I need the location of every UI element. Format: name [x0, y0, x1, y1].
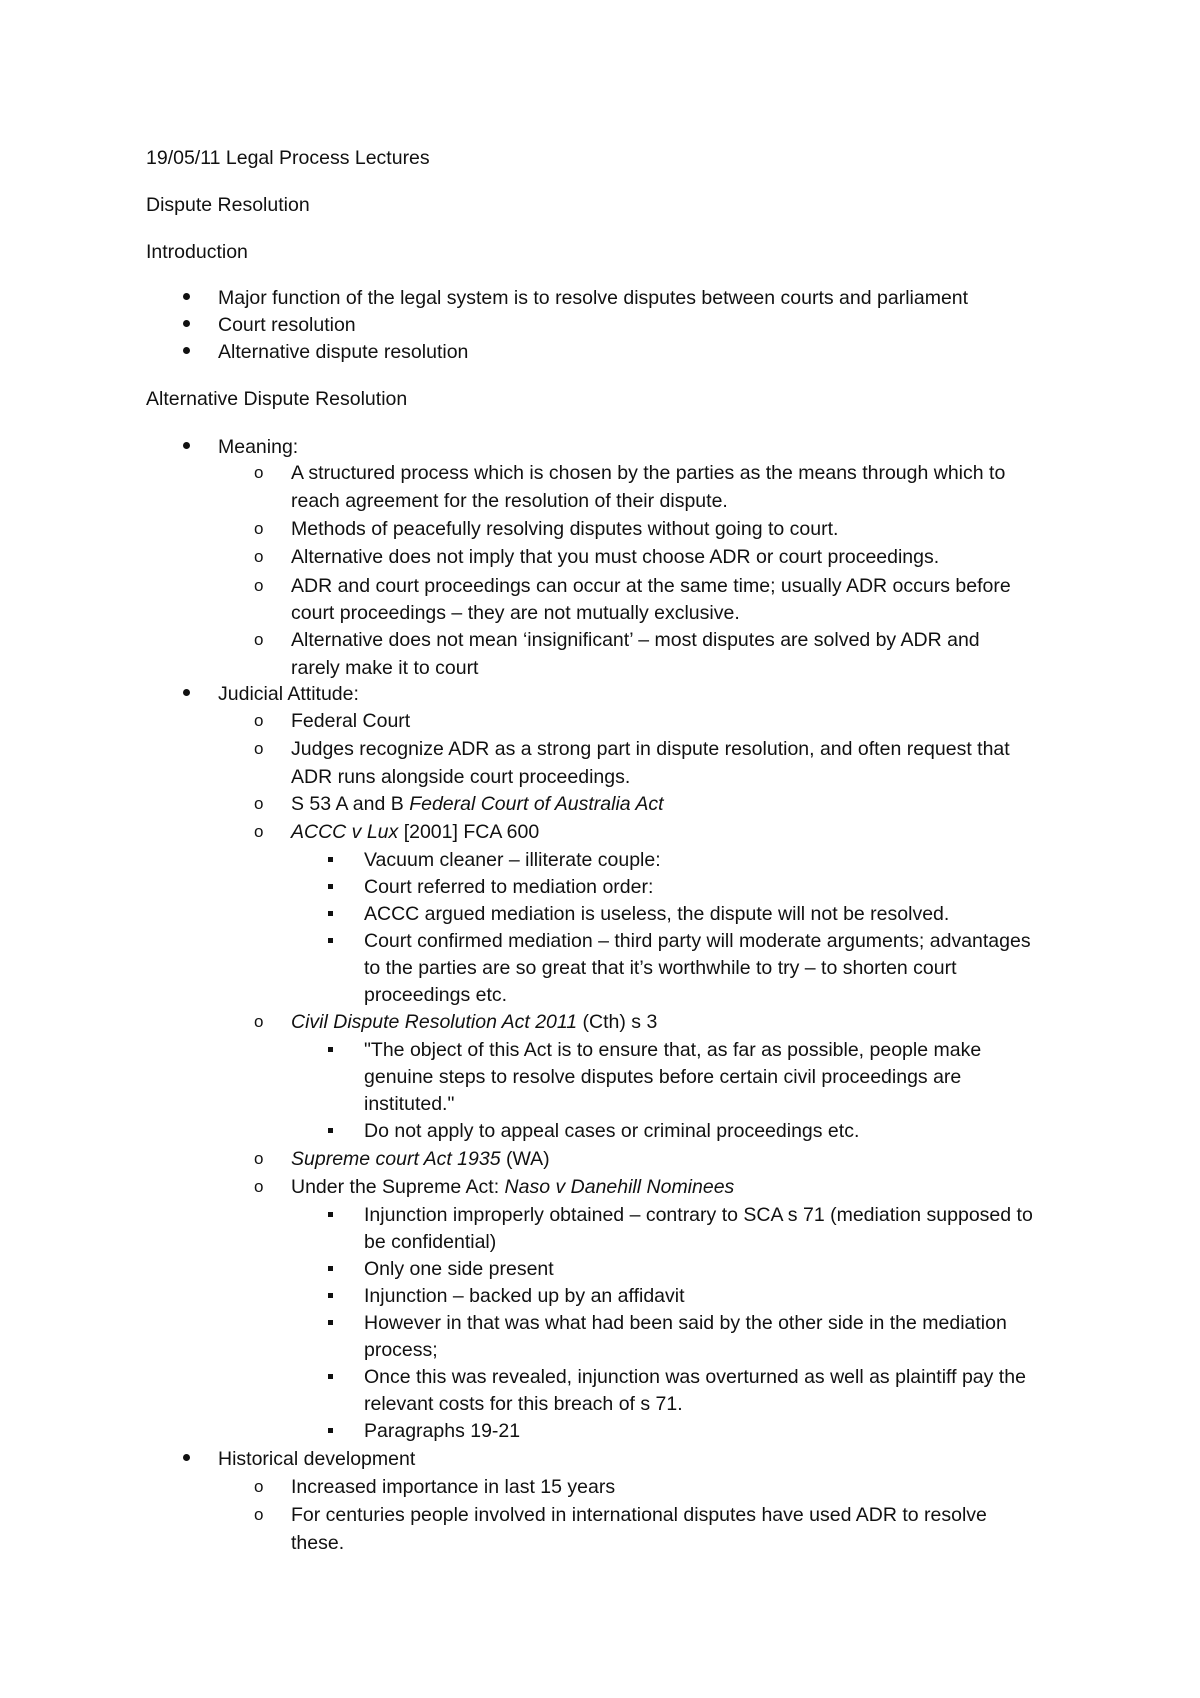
square-bullet — [328, 1374, 333, 1379]
intro-heading: Introduction — [146, 241, 248, 263]
sub-item: "The object of this Act is to ensure that, as far as possible, people make — [364, 1039, 982, 1061]
bullet-dot — [183, 347, 190, 354]
sub-item-cont: to the parties are so great that it’s worthwhile to try – to shorten court — [364, 957, 957, 979]
square-bullet — [328, 1293, 333, 1298]
list-item-cont: these. — [291, 1532, 345, 1554]
sub-item: Court confirmed mediation – third party will moderate arguments; advantages — [364, 930, 1031, 952]
bullet-historical: Historical development — [218, 1448, 416, 1470]
sub-item: Once this was revealed, injunction was overturned as well as plaintiff pay the — [364, 1366, 1026, 1388]
list-item: Federal Court — [291, 710, 411, 732]
circle-bullet: o — [254, 1177, 264, 1196]
intro-bullet: Major function of the legal system is to resolve disputes between courts and parliament — [218, 287, 969, 309]
list-item: Judges recognize ADR as a strong part in dispute resolution, and often request that — [291, 738, 1010, 760]
bullet-judicial: Judicial Attitude: — [218, 683, 359, 705]
case-name: ACCC v Lux — [291, 821, 399, 843]
sub-item-cont: process; — [364, 1339, 438, 1361]
text-run: (Cth) s 3 — [577, 1011, 658, 1033]
square-bullet — [328, 857, 333, 862]
circle-bullet: o — [254, 576, 264, 595]
case-name: Naso v Danehill Nominees — [504, 1176, 735, 1198]
act-title: Federal Court of Australia Act — [409, 793, 664, 815]
sub-item-cont: relevant costs for this breach of s 71. — [364, 1393, 683, 1415]
list-item-cont: ADR runs alongside court proceedings. — [291, 766, 631, 788]
sub-item: However in that was what had been said by the other side in the mediation — [364, 1312, 1007, 1334]
adr-heading: Alternative Dispute Resolution — [146, 388, 408, 410]
list-item — [291, 1010, 657, 1034]
list-item-cont: court proceedings – they are not mutually exclusive. — [291, 602, 740, 624]
list-item-cont: rarely make it to court — [291, 657, 479, 679]
sub-item: Injunction improperly obtained – contrary to SCA s 71 (mediation supposed to — [364, 1204, 1033, 1226]
section-heading: Dispute Resolution — [146, 194, 310, 216]
sub-item: Court referred to mediation order: — [364, 876, 654, 898]
list-item — [291, 820, 539, 844]
square-bullet — [328, 1320, 333, 1325]
circle-bullet: o — [254, 547, 264, 566]
list-item: For centuries people involved in international disputes have used ADR to resolve — [291, 1504, 987, 1526]
list-item: Alternative does not imply that you must choose ADR or court proceedings. — [291, 546, 940, 568]
list-item: Alternative does not mean ‘insignificant’ – most disputes are solved by ADR and — [291, 629, 980, 651]
circle-bullet: o — [254, 822, 264, 841]
sub-item: Vacuum cleaner – illiterate couple: — [364, 849, 661, 871]
sub-item: Do not apply to appeal cases or criminal proceedings etc. — [364, 1120, 860, 1142]
list-item: Increased importance in last 15 years — [291, 1476, 616, 1498]
circle-bullet: o — [254, 519, 264, 538]
sub-item: Only one side present — [364, 1258, 554, 1280]
square-bullet — [328, 911, 333, 916]
list-item: ADR and court proceedings can occur at the same time; usually ADR occurs before — [291, 575, 1011, 597]
circle-bullet: o — [254, 630, 264, 649]
square-bullet — [328, 884, 333, 889]
sub-item: Paragraphs 19-21 — [364, 1420, 521, 1442]
circle-bullet: o — [254, 794, 264, 813]
square-bullet — [328, 1047, 333, 1052]
sub-item: ACCC argued mediation is useless, the dispute will not be resolved. — [364, 903, 950, 925]
bullet-dot — [183, 689, 190, 696]
act-title: Civil Dispute Resolution Act 2011 — [291, 1011, 578, 1033]
sub-item-cont: proceedings etc. — [364, 984, 508, 1006]
bullet-dot — [183, 1454, 190, 1461]
bullet-dot — [183, 442, 190, 449]
act-title: Supreme court Act 1935 — [291, 1148, 501, 1170]
text-run: (WA) — [500, 1148, 550, 1170]
square-bullet — [328, 1428, 333, 1433]
text-run: [2001] FCA 600 — [398, 821, 540, 843]
text-run: S 53 A and B — [291, 793, 410, 815]
circle-bullet: o — [254, 1477, 264, 1496]
doc-title: 19/05/11 Legal Process Lectures — [146, 147, 430, 169]
circle-bullet: o — [254, 711, 264, 730]
sub-item-cont: be confidential) — [364, 1231, 497, 1253]
intro-bullet: Alternative dispute resolution — [218, 341, 469, 363]
square-bullet — [328, 1266, 333, 1271]
circle-bullet: o — [254, 1012, 264, 1031]
list-item: Methods of peacefully resolving disputes without going to court. — [291, 518, 839, 540]
list-item — [291, 1175, 734, 1199]
sub-item: Injunction – backed up by an affidavit — [364, 1285, 685, 1307]
list-item-cont: reach agreement for the resolution of their dispute. — [291, 490, 728, 512]
circle-bullet: o — [254, 739, 264, 758]
intro-bullet: Court resolution — [218, 314, 356, 336]
bullet-dot — [183, 293, 190, 300]
square-bullet — [328, 938, 333, 943]
bullet-dot — [183, 320, 190, 327]
list-item — [291, 792, 664, 816]
list-item: A structured process which is chosen by the parties as the means through which to — [291, 462, 1006, 484]
bullet-meaning: Meaning: — [218, 436, 299, 458]
square-bullet — [328, 1128, 333, 1133]
circle-bullet: o — [254, 1149, 264, 1168]
text-run: Under the Supreme Act: — [291, 1176, 505, 1198]
square-bullet — [328, 1212, 333, 1217]
sub-item-cont: genuine steps to resolve disputes before certain civil proceedings are — [364, 1066, 962, 1088]
circle-bullet: o — [254, 463, 264, 482]
circle-bullet: o — [254, 1505, 264, 1524]
list-item — [291, 1147, 550, 1171]
sub-item-cont: instituted." — [364, 1093, 455, 1115]
